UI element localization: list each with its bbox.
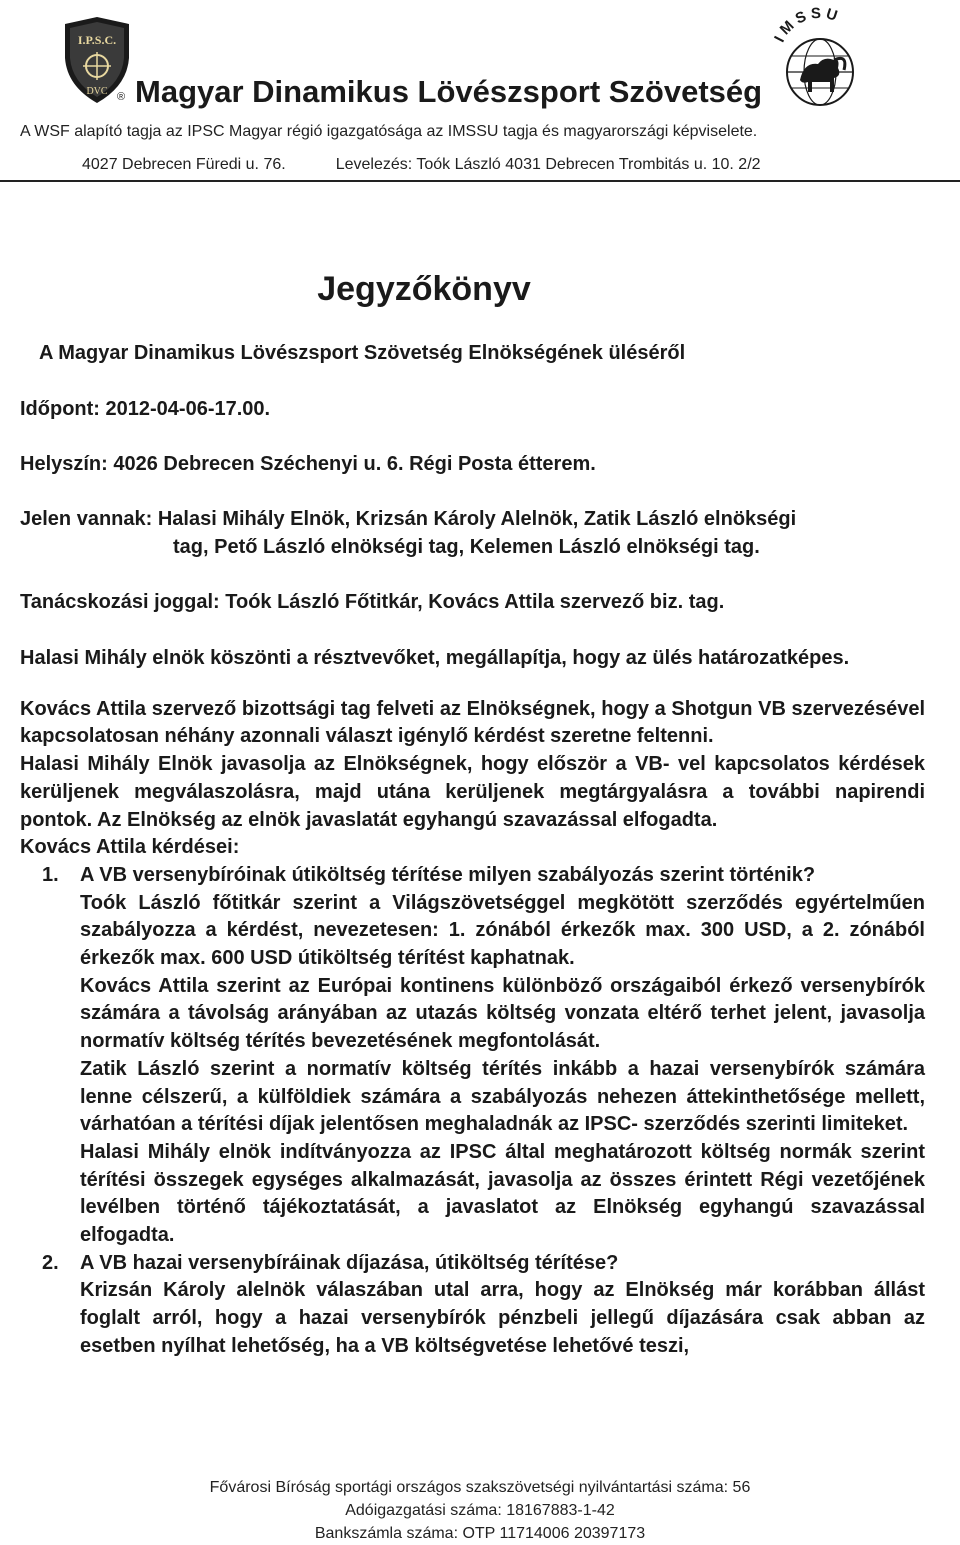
footer-bank-account: Bankszámla száma: OTP 11714006 20397173 — [314, 1525, 646, 1542]
attendees-line-1: Jelen vannak: Halasi Mihály Elnök, Krizsán Károly Alelnök, Zatik László elnökségi — [20, 508, 797, 530]
document-title: Jegyzőkönyv — [317, 270, 531, 308]
imssu-logo — [760, 6, 880, 112]
answer-text: Kovács Attila szerint az Európai kontinens különböző országaiból érkező versenybírók számára a távolság arányában az utazás költség vonzata eltérő terhet jelent, javasolja normatív költség térítés bevezetésének megfontolását. — [80, 974, 925, 1053]
questions-heading: Kovács Attila kérdései: — [20, 836, 240, 859]
meeting-time: Időpont: 2012-04-06-17.00. — [20, 398, 271, 420]
question-item — [20, 1250, 925, 1361]
street-address: 4027 Debrecen Füredi u. 76. — [82, 156, 286, 173]
paragraph-proposal: Kovács Attila szervező bizottsági tag felveti az Elnökségnek, hogy a Shotgun VB szervezésével kapcsolatosan néhány azonnali választ igénylő kérdést szeretne feltenni. — [20, 697, 925, 748]
ipsc-logo-text: I.P.S.C. — [77, 33, 117, 47]
footer-tax-number: Adóigazgatási száma: 18167883-1-42 — [345, 1502, 615, 1519]
mailing-address: Levelezés: Toók László 4031 Debrecen Trombitás u. 10. 2/2 — [335, 156, 761, 173]
answer-text: Zatik László szerint a normatív költség térítés inkább a hazai versenybírók számára lenne célszerű, a külföldiek számára a szabályozás nehezen áttekinthetősége mellett, várhatóan a térítési díjak jelentősen meghaladnák az IPSC- szerződés szerinti limiteket. — [80, 1057, 925, 1136]
organization-description: A WSF alapító tagja az IPSC Magyar régió igazgatósága az IMSSU tagja és magyarországi képviselete. — [20, 123, 758, 140]
organization-name: Magyar Dinamikus Lövészsport Szövetség — [135, 74, 763, 109]
questions-list — [20, 862, 925, 1361]
footer-registry: Fővárosi Bíróság sportági országos szakszövetségi nyilvántartási száma: 56 — [209, 1479, 751, 1496]
svg-text:IMSSU — [771, 6, 843, 45]
ipsc-logo-motto: DVC — [86, 86, 108, 97]
attendees-line-2: tag, Pető László elnökségi tag, Kelemen László elnökségi tag. — [173, 536, 760, 558]
question-text: A VB hazai versenybíráinak díjazása, útiköltség térítése? — [80, 1251, 619, 1274]
answer-text: Krizsán Károly alelnök válaszában utal arra, hogy az Elnökség már korábban állást foglalt arról, hogy a hazai versenybírók pénzbeli jellegű díjazására csak abban az esetben nyílhat lehetőség, ha a VB költségvetése lehetővé teszi, — [80, 1279, 925, 1357]
question-text: A VB versenybíróinak útiköltség térítése milyen szabályozás szerint történik? — [80, 863, 816, 886]
question-item — [20, 862, 925, 1250]
meeting-place: Helyszín: 4026 Debrecen Széchenyi u. 6. Régi Posta étterem. — [20, 453, 596, 475]
imssu-logo-text: IMSSU — [771, 6, 844, 46]
page-footer — [0, 1476, 960, 1545]
answer-text: Toók László főtitkár szerint a Világszövetséggel megkötött szerződés egyértelműen szabályozza a kérdést, nevezetesen: 1. zónából érkezők max. 300 USD, a 2. zónából érkezők max. 600 USD útiköltség térítést kaphatnak. — [80, 891, 925, 970]
header-divider — [0, 180, 960, 182]
registered-mark: ® — [117, 91, 126, 103]
organization-address-line — [82, 156, 761, 174]
question-number: 2. — [42, 1251, 59, 1274]
advisory-members: Tanácskozási joggal: Toók László Főtitkár, Kovács Attila szervező biz. tag. — [20, 591, 725, 613]
paragraph-agenda: Halasi Mihály Elnök javasolja az Elnökségnek, hogy először a VB- vel kapcsolatos kérdések kerüljenek megválaszolásra, majd utána kerüljenek megtárgyalásra a további napirendi pontok. Az Elnökség az elnök javaslatát egyhangú szavazással elfogadta. — [20, 753, 925, 831]
paragraph-opening: Halasi Mihály elnök köszönti a résztvevőket, megállapítja, hogy az ülés határozatképes. — [20, 647, 850, 669]
minutes-body — [20, 645, 925, 1361]
question-number: 1. — [42, 863, 59, 886]
answer-text: Halasi Mihály elnök indítványozza az IPSC által meghatározott költség normák szerint térítési összegek egységes alkalmazását, javasolja az összes érintett Régi vezetőjének levélben történő tájékoztatását, a javaslatot az Elnökség egyhangú szavazással elfogadta. — [80, 1140, 925, 1247]
document-subtitle: A Magyar Dinamikus Lövészsport Szövetség Elnökségének üléséről — [39, 342, 686, 364]
